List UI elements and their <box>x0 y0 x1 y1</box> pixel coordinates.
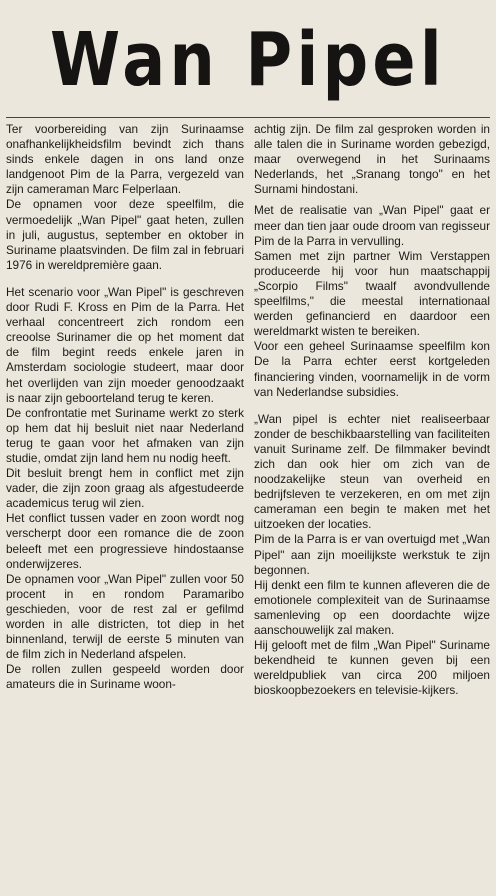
paragraph-right-1: achtig zijn. De film zal gesproken worden in alle talen die in Suriname worden gebezigd, maar overwegend in het Surinaams Nederlands, het „Sranang tongo" en het Surnami hindostani. <box>254 122 490 197</box>
paragraph-right-3: Samen met zijn partner Wim Verstappen produceerde hij voor hun maatschappij „Scorpio Films" twaalf avondvullende speelfilms," die meestal internationaal werden gefinancierd en daardoor een wereldmarkt wisten te bereiken. <box>254 248 490 339</box>
paragraph-right-7: Hij denkt een film te kunnen afleveren die de emotionele complexiteit van de Surinaamse samenleving op een doordachte wijze aanschouwelijk zal maken. <box>254 577 490 637</box>
paragraph-left-4: De confrontatie met Suriname werkt zo sterk op hem dat hij besluit niet naar Nederland terug te gaan voor het afmaken van zijn studie, omdat zijn land hem nu nodig heeft. <box>6 405 244 465</box>
article-body <box>6 122 490 698</box>
paragraph-right-6: Pim de la Parra is er van overtuigd met „Wan Pipel" aan zijn moeilijkste werkstuk te zijn begonnen. <box>254 532 490 577</box>
paragraph-right-8: Hij gelooft met de film „Wan Pipel" Suriname bekendheid te kunnen geven bij een wereldpubliek van circa 200 miljoen bioskoopbezoekers en televisie-kijkers. <box>254 638 490 698</box>
paragraph-left-3: Het scenario voor „Wan Pipel" is geschreven door Rudi F. Kross en Pim de la Parra. Het verhaal concentreert zich rondom een creoolse Surinamer die op het moment dat de film begint reeds enkele jaren in Amsterdam sociologie studeert, maar door het overlijden van zijn moeder genoodzaakt is naar zijn geboorteland terug te keren. <box>6 284 244 405</box>
paragraph-left-6: Het conflict tussen vader en zoon wordt nog verscherpt door een romance die de zoon beleeft met een progressieve hindostaanse onderwijzeres. <box>6 511 244 571</box>
left-column <box>6 122 244 698</box>
paragraph-left-8: De rollen zullen gespeeld worden door amateurs die in Suriname woon- <box>6 662 244 692</box>
headline-rule <box>6 117 490 118</box>
paragraph-left-2: De opnamen voor deze speelfilm, die vermoedelijk „Wan Pipel" gaat heten, zullen in juli, augustus, september en oktober in Suriname plaatsvinden. De film zal in februari 1976 in wereldpremière gaan. <box>6 197 244 272</box>
paragraph-right-2: Met de realisatie van „Wan Pipel" gaat er meer dan tien jaar oude droom van regisseur Pim de la Parra in vervulling. <box>254 203 490 248</box>
paragraph-right-4: Voor een geheel Surinaamse speelfilm kon De la Parra echter eerst kortgeleden financiering vinden, voornamelijk in de vorm van Nederlandse subsidies. <box>254 339 490 399</box>
right-column <box>250 122 490 698</box>
headline: Wan Pipel <box>49 17 447 103</box>
paragraph-left-1: Ter voorbereiding van zijn Surinaamse onafhankelijkheidsfilm bevindt zich thans sinds enkele dagen in ons land onze landgenoot Pim de la Parra, vergezeld van zijn cameraman Marc Felperlaan. <box>6 122 244 197</box>
paragraph-right-5: „Wan pipel is echter niet realiseerbaar zonder de beschikbaarstelling van faciliteiten vanuit Suriname zelf. De filmmaker bevindt zich dan ook hier om zich van de noodzakelijke steun van overheid en bedrijfsleven te verzekeren, en om met zijn cameraman een begin te maken met het uitzoeken der locaties. <box>254 411 490 532</box>
paragraph-left-5: Dit besluit brengt hem in conflict met zijn vader, die zijn zoon graag als afgestudeerde academicus terug wil zien. <box>6 466 244 511</box>
paragraph-left-7: De opnamen voor „Wan Pipel" zullen voor 50 procent in en rondom Paramaribo geschieden, voor de rest zal er gefilmd worden in alle districten, tot diep in het binnenland, terwijl de eerste 5 minuten van de film zich in Nederland afspelen. <box>6 571 244 662</box>
